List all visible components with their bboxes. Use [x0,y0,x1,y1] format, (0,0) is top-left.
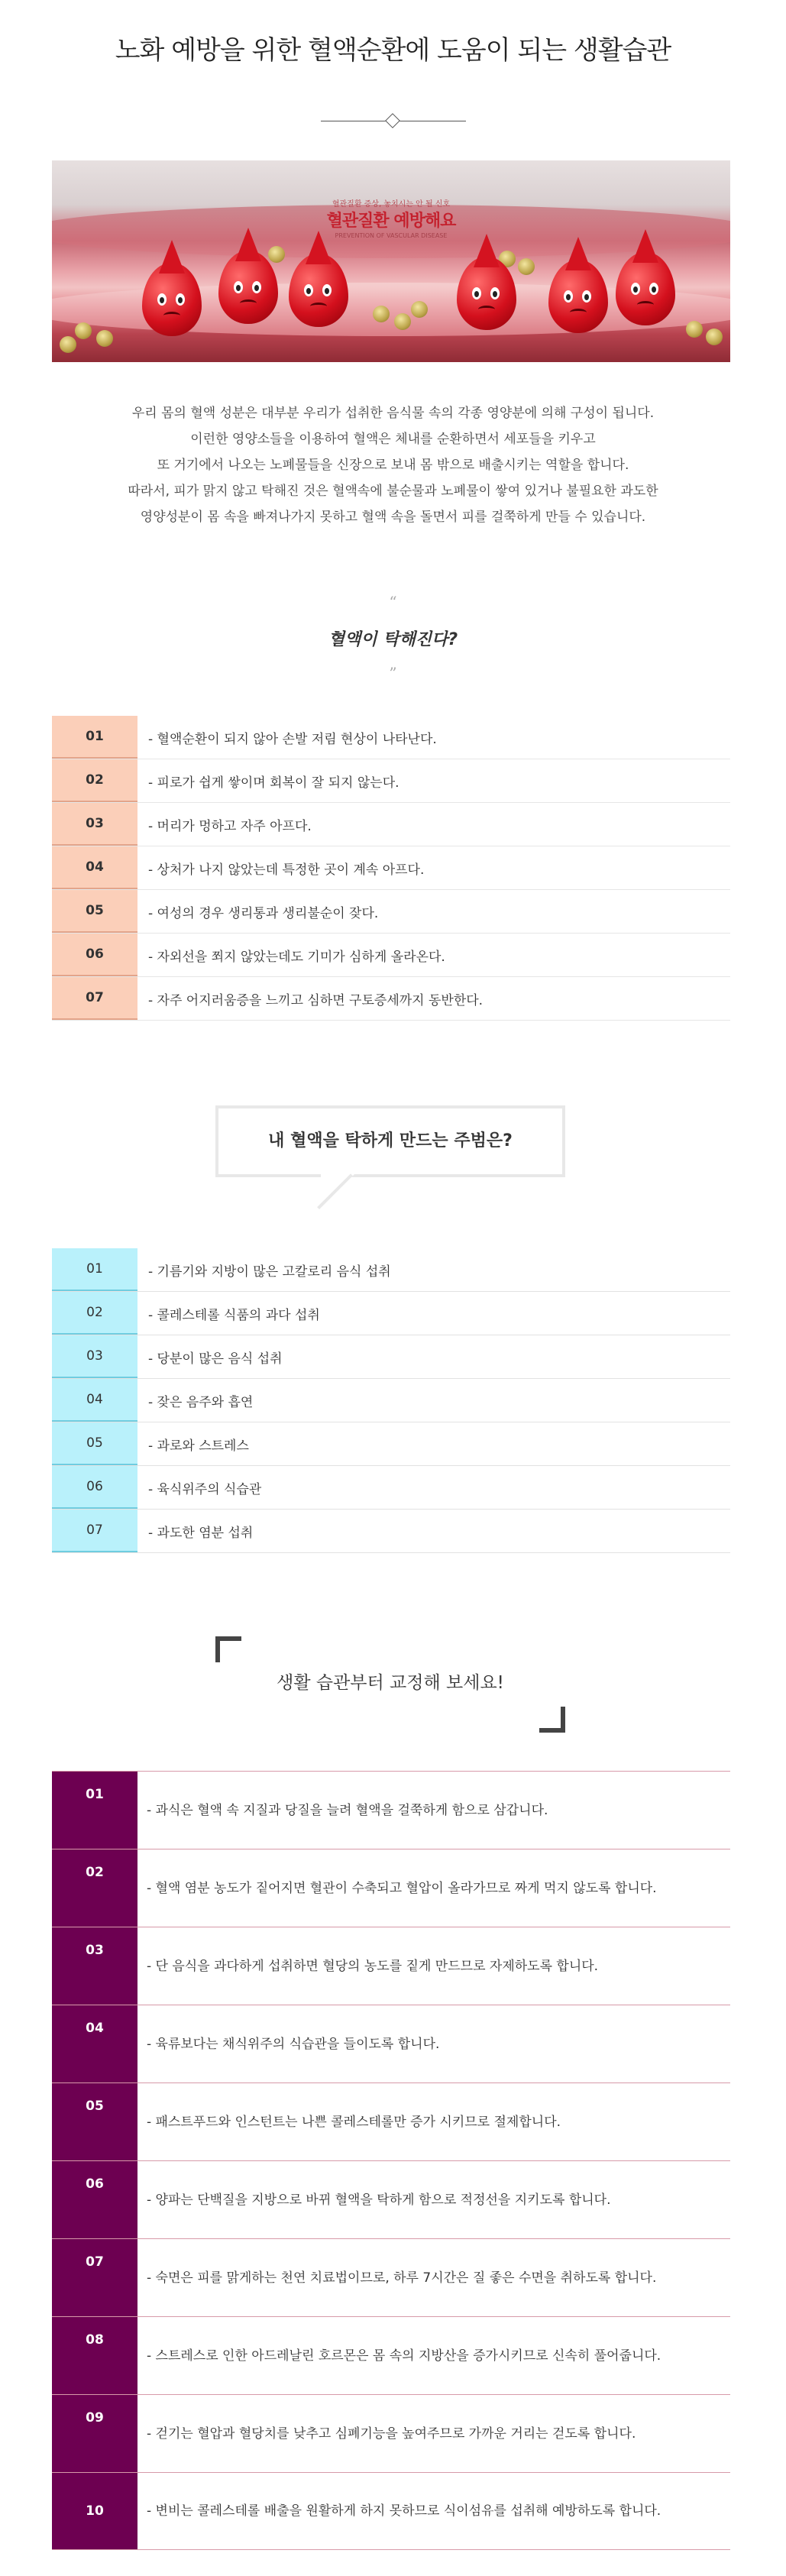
plaque-icon [268,246,285,263]
section2-title: 내 혈액을 탁하게 만드는 주범은? [268,1131,513,1150]
item-number: 02 [52,759,137,802]
item-number: 04 [52,1379,137,1422]
list-item [52,2160,730,2238]
blood-drop-icon [616,252,675,325]
list-item [52,803,730,846]
list-item [52,2316,730,2394]
item-number: 01 [52,716,137,759]
banner-headline: 혈관질환 예방해요 [326,212,456,231]
page-title: 노화 예방을 위한 혈액순환에 도움이 되는 생활습관 [115,35,671,66]
list-item [52,1849,730,1927]
list-item [52,1292,730,1335]
cause-list [52,1248,730,1553]
list-item [52,2394,730,2472]
list-item [52,759,730,803]
item-text: - 스트레스로 인한 아드레날린 호르몬은 몸 속의 지방산을 증가시키므로 신속히 풀어줍니다. [147,2348,661,2364]
plaque-icon [60,336,76,353]
item-number: 07 [52,977,137,1020]
plaque-icon [96,330,113,347]
plaque-icon [373,306,390,322]
blood-drop-icon [548,260,608,333]
list-item [52,2472,730,2550]
item-text: - 기름기와 지방이 많은 고칼로리 음식 섭취 [148,1264,391,1280]
item-number: 05 [52,1422,137,1465]
list-item [52,977,730,1021]
plaque-icon [706,328,723,345]
item-number: 01 [52,1772,137,1849]
close-quote-icon: ” [389,664,397,682]
plaque-icon [394,313,411,330]
item-text: - 과로와 스트레스 [148,1438,249,1454]
item-number: 02 [52,1292,137,1335]
list-item [52,2005,730,2082]
banner-headline-sub: PREVENTION OF VASCULAR DISEASE [335,232,448,239]
blood-drop-icon [218,251,278,324]
open-quote-icon: “ [389,593,397,611]
item-text: - 피로가 쉽게 쌓이며 회복이 잘 되지 않는다. [148,775,399,791]
list-item [52,1510,730,1553]
item-text: - 과도한 염분 섭취 [148,1525,254,1541]
diamond-icon [385,113,400,128]
item-number: 07 [52,1510,137,1552]
item-text: - 단 음식을 과다하게 섭취하면 혈당의 농도를 짙게 만드므로 자제하도록 합니다. [147,1958,599,1974]
plaque-icon [75,322,92,339]
item-number: 01 [52,1248,137,1291]
item-text: - 여성의 경우 생리통과 생리불순이 잦다. [148,905,379,921]
list-item [52,2238,730,2316]
item-text: - 상처가 나지 않았는데 특정한 곳이 계속 아프다. [148,862,425,878]
list-item [52,1379,730,1422]
section1-header [0,594,786,681]
plaque-icon [411,301,428,318]
corner-bracket-icon [539,1707,565,1733]
item-number: 05 [52,2083,137,2160]
item-text: - 혈액순환이 되지 않아 손발 저림 현상이 나타난다. [148,731,437,747]
intro-line: 따라서, 피가 맑지 않고 탁해진 것은 혈액속에 불순물과 노폐물이 쌓여 있거나 불필요한 과도한 [128,484,658,499]
item-number: 10 [52,2473,137,2549]
section1-title: 혈액이 탁해진다? [328,630,458,649]
banner-subtitle: 혈관질환 증상, 놓치시는 안 될 신호 [332,200,451,209]
list-item [52,1466,730,1510]
item-text: - 잦은 음주와 흡연 [148,1394,254,1410]
intro-line: 영양성분이 몸 속을 빠져나가지 못하고 혈액 속을 돌면서 피를 걸쭉하게 만들 수 있습니다. [140,510,646,525]
list-item [52,934,730,977]
list-item [52,846,730,890]
item-number: 07 [52,2239,137,2316]
list-item [52,1422,730,1466]
item-text: - 머리가 멍하고 자주 아프다. [148,818,312,834]
item-text: - 콜레스테롤 식품의 과다 섭취 [148,1307,320,1323]
title-divider [321,114,466,129]
item-number: 06 [52,934,137,976]
list-item [52,716,730,759]
intro-line: 이런한 영양소들을 이용하여 혈액은 체내를 순환하면서 세포들을 키우고 [190,432,596,447]
banner-image [52,160,730,362]
intro-paragraph [0,400,786,530]
list-item [52,1771,730,1849]
symptom-list [52,716,730,1021]
item-text: - 과식은 혈액 속 지질과 당질을 늘려 혈액을 걸쭉하게 함으로 삼갑니다. [147,1802,548,1818]
habit-list [52,1771,730,2550]
list-item [52,2082,730,2160]
corner-bracket-icon [215,1636,241,1662]
item-text: - 자외선을 쬐지 않았는데도 기미가 심하게 올라온다. [148,949,445,965]
blood-drop-icon [142,263,202,336]
blood-drop-icon [289,254,348,327]
item-text: - 숙면은 피를 맑게하는 천연 치료법이므로, 하루 7시간은 질 좋은 수면을 취하도록 합니다. [147,2270,657,2286]
item-number: 03 [52,803,137,846]
item-number: 04 [52,846,137,889]
list-item [52,1248,730,1292]
intro-line: 또 거기에서 나오는 노폐물들을 신장으로 보내 몸 밖으로 배출시키는 역할을 합니다. [157,458,629,473]
blood-drop-icon [457,257,516,330]
item-text: - 양파는 단백질을 지방으로 바뀌 혈액을 탁하게 함으로 적정선을 지키도록 합니다. [147,2192,611,2208]
item-number: 06 [52,2161,137,2238]
item-text: - 자주 어지러움증을 느끼고 심하면 구토증세까지 동반한다. [148,992,484,1008]
list-item [52,890,730,934]
item-number: 02 [52,1849,137,1927]
item-number: 06 [52,1466,137,1509]
item-number: 05 [52,890,137,933]
item-number: 09 [52,2395,137,2472]
plaque-icon [686,321,703,338]
item-text: - 변비는 콜레스테롤 배출을 원활하게 하지 못하므로 식이섬유를 섭취해 예방하도록 합니다. [147,2503,661,2519]
item-number: 08 [52,2317,137,2394]
item-number: 03 [52,1335,137,1378]
plaque-icon [518,258,535,275]
item-text: - 육식위주의 식습관 [148,1481,262,1497]
intro-line: 우리 몸의 혈액 성분은 대부분 우리가 섭취한 음식물 속의 각종 영양분에 의해 구성이 됩니다. [131,406,655,421]
item-text: - 걷기는 혈압과 혈당치를 낮추고 심폐기능을 높여주므로 가까운 거리는 걷도록 합니다. [147,2426,636,2442]
item-number: 03 [52,1927,137,2005]
section2-speech-bubble [215,1105,565,1177]
item-text: - 패스트푸드와 인스턴트는 나쁜 콜레스테롤만 증가 시키므로 절제합니다. [147,2114,561,2130]
item-number: 04 [52,2005,137,2082]
list-item [52,1335,730,1379]
list-item [52,1927,730,2005]
item-text: - 육류보다는 채식위주의 식습관을 들이도록 합니다. [147,2036,440,2052]
section3-header [215,1636,565,1733]
item-text: - 혈액 염분 농도가 짙어지면 혈관이 수축되고 혈압이 올라가므로 짜게 먹지 않도록 합니다. [147,1880,657,1896]
section3-title: 생활 습관부터 교정해 보세요! [277,1673,504,1693]
item-text: - 당분이 많은 음식 섭취 [148,1351,283,1367]
